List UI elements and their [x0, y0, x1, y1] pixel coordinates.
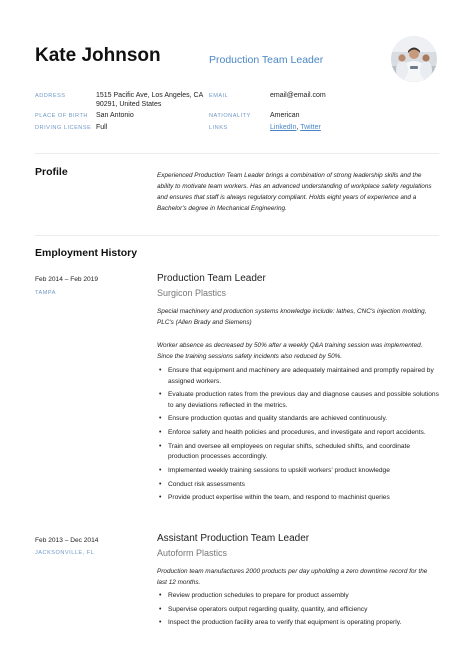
- links-label: LINKS: [209, 125, 228, 131]
- profile-text: Experienced Production Team Leader brings a combination of strong leadership skills and the ability to motivate team workers. Has an advanced understanding of workplace safety regulations and ensures that staff is always regulatory compliant. Holds eight years of experience and a Bachelor's degree in Mechanical Engineering.: [157, 172, 432, 212]
- profile-heading: Profile: [35, 166, 68, 178]
- list-item: • Ensure production quotas and quality standards are achieved continuously.: [157, 414, 439, 425]
- nationality-value: American: [270, 112, 300, 119]
- job-dates: Feb 2013 – Dec 2014: [35, 537, 99, 544]
- address-line2: 90291, United States: [96, 100, 162, 108]
- candidate-name: Kate Johnson: [35, 45, 161, 66]
- driving-license-label: DRIVING LICENSE: [35, 125, 92, 131]
- job-company: Surgicon Plastics: [157, 288, 227, 298]
- job-description: Worker absence as decreased by 50% after a weekly Q&A training session was implemented. Since the training sessions safety incidents also reduced by 50%.: [157, 342, 423, 360]
- links-separator: ,: [296, 124, 301, 131]
- job-duties-list: [157, 591, 439, 632]
- nationality-label: NATIONALITY: [209, 113, 251, 119]
- email-value: email@email.com: [270, 92, 326, 99]
- list-item: • Supervise operators output regarding quality, quantity, and efficiency: [157, 605, 439, 616]
- email-label: EMAIL: [209, 93, 229, 99]
- avatar: [391, 36, 437, 82]
- job-role: Assistant Production Team Leader: [157, 533, 310, 544]
- address-label: ADDRESS: [35, 93, 66, 99]
- address-line1: 1515 Pacific Ave, Los Angeles, CA: [96, 92, 204, 99]
- driving-license-value: Full: [96, 124, 108, 131]
- divider: [35, 153, 439, 154]
- job-city: JACKSONVILLE, FL: [35, 550, 95, 556]
- job-duties-list: [157, 366, 439, 507]
- job-description: Special machinery and production systems knowledge include: lathes, CNC's injection molding, PLC's (Allen Brady and Siemens): [157, 308, 427, 326]
- employment-heading: Employment History: [35, 247, 138, 259]
- linkedin-link[interactable]: LinkedIn: [270, 124, 297, 131]
- list-item: • Enforce safety and health policies and procedures, and investigate and report accidents.: [157, 428, 439, 439]
- team-photo-image: [391, 36, 437, 82]
- place-of-birth-value: San Antonio: [96, 112, 134, 119]
- list-item: • Review production schedules to prepare for product assembly: [157, 591, 439, 602]
- place-of-birth-label: PLACE OF BIRTH: [35, 113, 88, 119]
- list-item: • Evaluate production rates from the previous day and diagnose causes and possible solutions to any deviations reflected in the metrics.: [157, 390, 439, 411]
- list-item: • Conduct risk assessments: [157, 480, 439, 491]
- divider: [35, 235, 439, 236]
- list-item: • Inspect the production facility area to verify that equipment is operating properly.: [157, 618, 439, 629]
- job-role: Production Team Leader: [157, 273, 266, 284]
- job-company: Autoform Plastics: [157, 548, 228, 558]
- job-title: Production Team Leader: [209, 54, 324, 66]
- job-description: Production team manufactures 2000 products per day upholding a zero downtime record for the last 12 months.: [157, 568, 428, 586]
- job-city: TAMPA: [35, 290, 56, 296]
- twitter-link[interactable]: Twitter: [300, 124, 321, 131]
- list-item: • Implemented weekly training sessions to upskill workers' product knowledge: [157, 466, 439, 477]
- list-item: • Ensure that equipment and machinery are adequately maintained and promptly repaired by assigned workers.: [157, 366, 439, 387]
- list-item: • Train and oversee all employees on regular shifts, scheduled shifts, and coordinate production processes accordingly.: [157, 442, 439, 463]
- links-list: [270, 123, 321, 133]
- job-dates: Feb 2014 – Feb 2019: [35, 276, 99, 283]
- list-item: • Provide product expertise within the team, and respond to machinist queries: [157, 493, 439, 504]
